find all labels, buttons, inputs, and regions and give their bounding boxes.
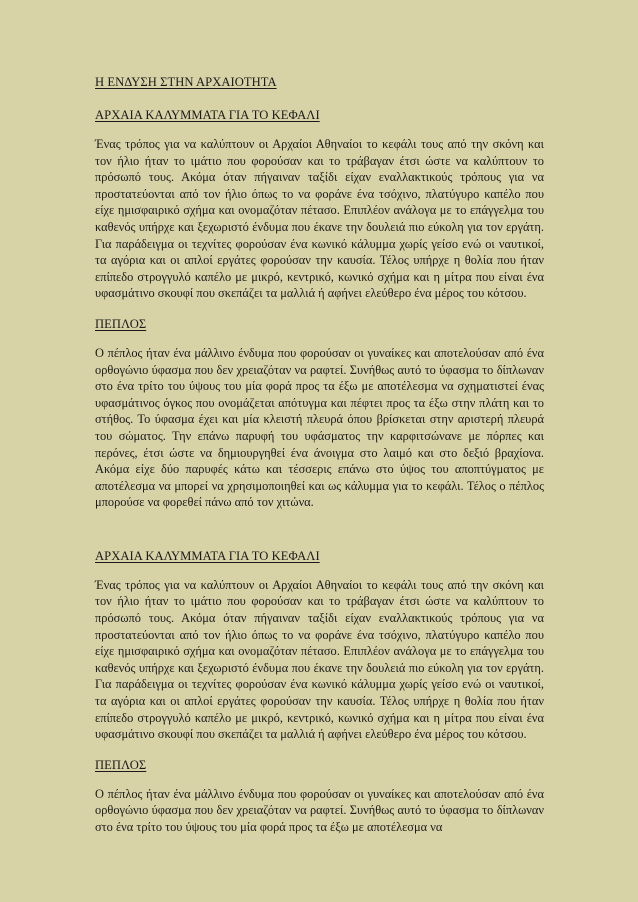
section-heading-head-coverings-repeat: ΑΡΧΑΙΑ ΚΑΛΥΜΜΑΤΑ ΓΙΑ ΤΟ ΚΕΦΑΛΙ	[95, 548, 320, 563]
section-text-head-coverings-repeat: Ένας τρόπος για να καλύπτουν οι Αρχαίοι Αθηναίοι το κεφάλι τους από την σκόνη και τον ήλιο ήταν το ιμάτιο που φορούσαν και το τράβαγαν έτσι ώστε να καλύπτουν το πρόσωπό τους. Ακόμα όταν πήγαιναν ταξίδι είχαν εναλλακτικούς τρόπους για να προστατεύονται από τον ήλιο όπως το να φοράνε ένα τσόχινο, πλατύγυρο καπέλο που είχε ημισφαιρικό σχήμα και ονομαζόταν πέτασο. Επιπλέον ανάλογα με το επάγγελμα του καθενός υπήρχε και ξεχωριστό ένδυμα που έκανε την δουλειά πιο εύκολη για τον εργάτη. Για παράδειγμα οι τεχνίτες φορούσαν ένα κωνικό κάλυμμα χωρίς γείσο ενώ οι ναυτικοί, τα αγόρια και οι απλοί εργάτες φορούσαν την καυσία. Τέλος υπήρχε η θολία που ήταν επίπεδο στρογγυλό καπέλο με μικρό, κεντρικό, κωνικό σχήμα και η μίτρα που είναι ένα υφασμάτινο σκουφί που σκεπάζει τα μαλλιά ή αφήνει ελεύθερο ένα μέρος του κότσου.	[95, 577, 544, 742]
section-heading-peplos: ΠΕΠΛΟΣ	[95, 316, 147, 331]
section-text-peplos: Ο πέπλος ήταν ένα μάλλινο ένδυμα που φορούσαν οι γυναίκες και αποτελούσαν από ένα ορθογώνιο ύφασμα που δεν χρειαζόταν να ραφτεί. Συνήθως αυτό το ύφασμα το δίπλωναν στο ένα τρίτο του ύψους του μία φορά προς τα έξω με αποτέλεσμα να σχηματιστεί ένας υφασμάτινος όγκος που ονομάζεται απότυγμα και πέφτει προς τα έξω στην πλάτη και το στήθος. Το ύφασμα έχει και μία κλειστή πλευρά όπου βρίσκεται στην αριστερή πλευρά του σώματος. Την επάνω παρυφή του υφάσματος την καρφιτσώνανε με πόρπες και περόνες, έτσι ώστε να δημιουργηθεί ένα άνοιγμα στο λαιμό και στο δεξιό βραχίονα. Ακόμα είχε δύο παρυφές κάτω και τέσσερις επάνω στο ύψος του αποπτύγματος με αποτέλεσμα να μπορεί να χρησιμοποιηθεί και ως κάλυμμα για το κεφάλι. Τέλος ο πέπλος μπορούσε να φορεθεί πάνω από τον χιτώνα.	[95, 345, 544, 510]
section-heading-peplos-repeat: ΠΕΠΛΟΣ	[95, 757, 147, 772]
section-text-head-coverings: Ένας τρόπος για να καλύπτουν οι Αρχαίοι Αθηναίοι το κεφάλι τους από την σκόνη και τον ήλιο ήταν το ιμάτιο που φορούσαν και το τράβαγαν έτσι ώστε να καλύπτουν το πρόσωπό τους. Ακόμα όταν πήγαιναν ταξίδι είχαν εναλλακτικούς τρόπους για να προστατεύονται από τον ήλιο όπως το να φοράνε ένα τσόχινο, πλατύγυρο καπέλο που είχε ημισφαιρικό σχήμα και ονομαζόταν πέτασο. Επιπλέον ανάλογα με το επάγγελμα του καθενός υπήρχε και ξεχωριστό ένδυμα που έκανε την δουλειά πιο εύκολη για τον εργάτη. Για παράδειγμα οι τεχνίτες φορούσαν ένα κωνικό κάλυμμα χωρίς γείσο ενώ οι ναυτικοί, τα αγόρια και οι απλοί εργάτες φορούσαν την καυσία. Τέλος υπήρχε η θολία που ήταν επίπεδο στρογγυλό καπέλο με μικρό, κεντρικό, κωνικό σχήμα και η μίτρα που είναι ένα υφασμάτινο σκουφί που σκεπάζει τα μαλλιά ή αφήνει ελεύθερο ένα μέρος του κότσου.	[95, 137, 544, 301]
document-title: Η ΕΝΔΥΣΗ ΣΤΗΝ ΑΡΧΑΙΟΤΗΤΑ	[95, 75, 277, 89]
section-heading-head-coverings: ΑΡΧΑΙΑ ΚΑΛΥΜΜΑΤΑ ΓΙΑ ΤΟ ΚΕΦΑΛΙ	[95, 108, 320, 122]
section-text-peplos-repeat: Ο πέπλος ήταν ένα μάλλινο ένδυμα που φορούσαν οι γυναίκες και αποτελούσαν από ένα ορθογώνιο ύφασμα που δεν χρειαζόταν να ραφτεί. Συνήθως αυτό το ύφασμα το δίπλωναν στο ένα τρίτο του ύψους του μία φορά προς τα έξω με αποτέλεσμα να	[95, 786, 544, 834]
